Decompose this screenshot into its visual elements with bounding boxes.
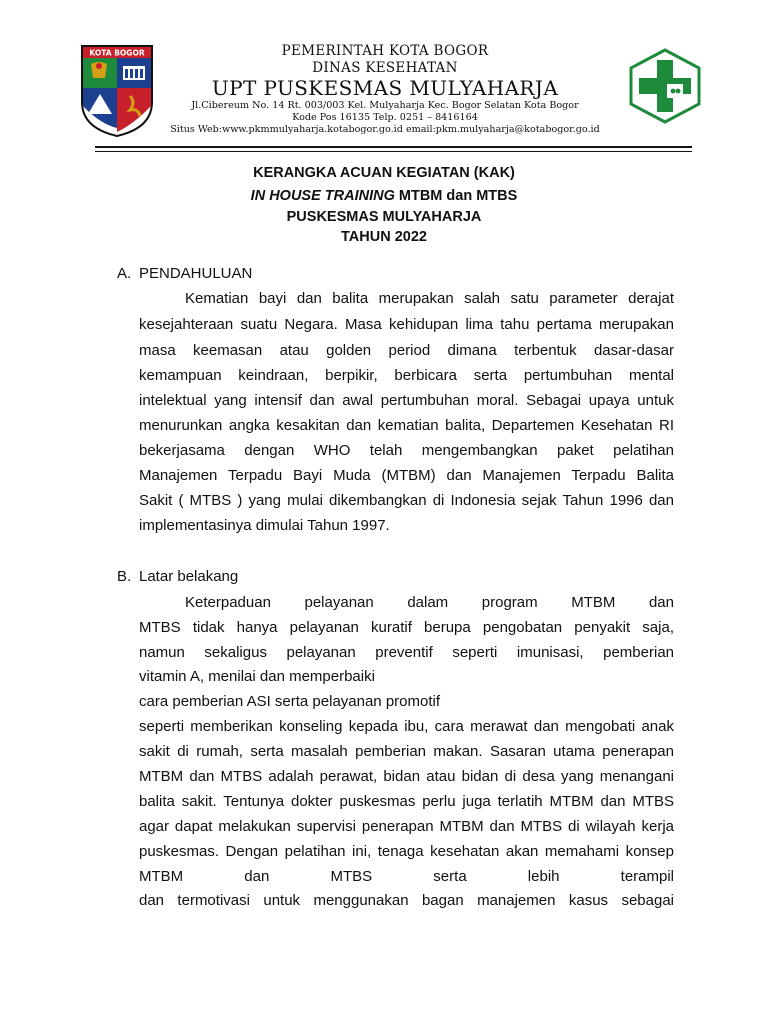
kota-bogor-emblem-icon <box>80 44 154 138</box>
paragraph-line: kemampuan keindraan, berpikir, berbicara serta pertumbuhan mental <box>139 367 674 384</box>
paragraph-line: bekerjasama dengan WHO telah mengembangkan paket pelatihan <box>139 442 674 459</box>
section-a-heading: PENDAHULUAN <box>139 265 253 282</box>
paragraph-line: dan termotivasi untuk menggunakan bagan manajemen kasus sebagai <box>139 892 674 909</box>
puskesmas-cross-logo-icon <box>627 48 703 124</box>
paragraph-line: MTBM dan MTBS serta lebih terampil <box>139 868 674 885</box>
section-a-marker: A. <box>117 265 132 282</box>
paragraph-line: seperti memberikan konseling kepada ibu, cara merawat dan mengobati anak <box>139 718 674 735</box>
paragraph-line: implementasinya dimulai Tahun 1997. <box>139 517 390 534</box>
paragraph-line: MTBS tidak hanya pelayanan kuratif berupa pengobatan penyakit saja, <box>139 619 674 636</box>
paragraph-line: sakit di rumah, serta masalah pemberian makan. Sasaran utama penerapan <box>139 743 674 760</box>
letterhead-postal-phone: Kode Pos 16135 Telp. 0251 – 8416164 <box>292 112 478 123</box>
paragraph-line: menurunkan angka kesakitan dan kematian balita, Departemen Kesehatan RI <box>139 417 674 434</box>
section-b-marker: B. <box>117 568 132 585</box>
document-institution: PUSKESMAS MULYAHARJA <box>286 209 482 225</box>
paragraph-line: namun sekaligus pelayanan preventif seperti imunisasi, pemberian <box>139 644 674 661</box>
letterhead-web-email: Situs Web:www.pkmmulyaharja.kotabogor.go.id email:pkm.mulyaharja@kotabogor.go.id <box>170 124 600 135</box>
letterhead-rule-thick <box>95 146 692 148</box>
subtitle-rest: MTBM dan MTBS <box>394 188 518 204</box>
paragraph-line: puskesmas. Dengan pelatihan ini, tenaga kesehatan akan memahami konsep <box>139 843 674 860</box>
letterhead-government: PEMERINTAH KOTA BOGOR <box>281 43 489 59</box>
document-year: TAHUN 2022 <box>341 229 427 245</box>
document-subtitle <box>0 188 768 204</box>
letterhead-address: Jl.Cibereum No. 14 Rt. 003/003 Kel. Mulyaharja Kec. Bogor Selatan Kota Bogor <box>191 100 579 111</box>
paragraph-line: kesejahteraan suatu Negara. Masa kehidupan lima tahu pertama merupakan <box>139 316 674 333</box>
section-b-heading: Latar belakang <box>139 568 239 585</box>
paragraph-line: Keterpaduan pelayanan dalam program MTBM dan <box>185 594 674 611</box>
subtitle-italic: IN HOUSE TRAINING <box>250 188 395 204</box>
emblem-text: KOTA BOGOR <box>89 48 145 58</box>
paragraph-line: Sakit ( MTBS ) yang mulai dikembangkan di Indonesia sejak Tahun 1996 dan <box>139 492 674 509</box>
paragraph-line: intelektual yang intensif dan awal pertumbuhan moral. Sebagai upaya untuk <box>139 392 674 409</box>
paragraph-line: MTBM dan MTBS adalah perawat, bidan atau bidan di desa yang menangani <box>139 768 674 785</box>
letterhead-institution: UPT PUSKESMAS MULYAHARJA <box>211 76 559 100</box>
letterhead-rule-thin <box>95 151 692 152</box>
paragraph-line: agar dapat melakukan supervisi penerapan MTBM dan MTBS di wilayah kerja <box>139 818 674 835</box>
paragraph-line: balita sakit. Tentunya dokter puskesmas perlu juga terlatih MTBM dan MTBS <box>139 793 674 810</box>
letterhead-department: DINAS KESEHATAN <box>312 60 458 76</box>
paragraph-line: Manajemen Terpadu Bayi Muda (MTBM) dan Manajemen Terpadu Balita <box>139 467 674 484</box>
document-title: KERANGKA ACUAN KEGIATAN (KAK) <box>253 165 515 181</box>
paragraph-line: cara pemberian ASI serta pelayanan promotif <box>139 693 441 710</box>
paragraph-line: masa keemasan atau golden period dimana terbentuk dasar-dasar <box>139 342 674 359</box>
paragraph-line: vitamin A, menilai dan memperbaiki <box>139 668 375 685</box>
paragraph-line: Kematian bayi dan balita merupakan salah satu parameter derajat <box>185 290 674 307</box>
